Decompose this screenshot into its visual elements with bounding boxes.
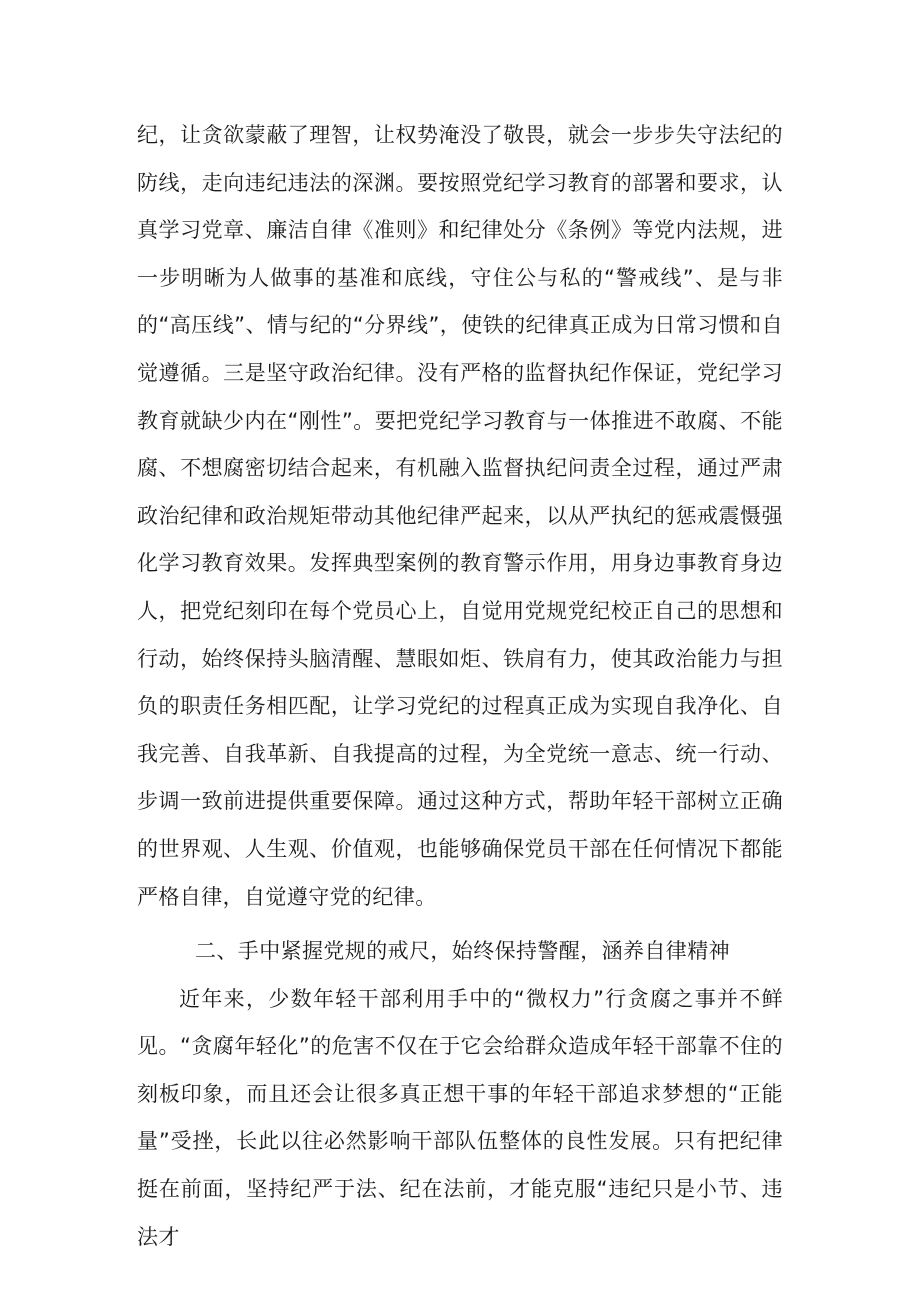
document-body xyxy=(137,112,783,1261)
section-heading: 二、手中紧握党规的戒尺，始终保持警醒，涵养自律精神 xyxy=(195,939,730,964)
body-paragraph: 纪，让贪欲蒙蔽了理智，让权势淹没了敬畏，就会一步步失守法纪的防线，走向违纪违法的深渊。要按照党纪学习教育的部署和要求，认真学习党章、廉洁自律《准则》和纪律处分《条例》等党内法规，进一步明晰为人做事的基准和底线，守住公与私的“警戒线”、是与非的“高压线”、情与纪的“分界线”，使铁的纪律真正成为日常习惯和自觉遵循。三是坚守政治纪律。没有严格的监督执纪作保证，党纪学习教育就缺少内在“刚性”。要把党纪学习教育与一体推进不敢腐、不能腐、不想腐密切结合起来，有机融入监督执纪问责全过程，通过严肃政治纪律和政治规矩带动其他纪律严起来，以从严执纪的惩戒震慑强化学习教育效果。发挥典型案例的教育警示作用，用身边事教育身边人，把党纪刻印在每个党员心上，自觉用党规党纪校正自己的思想和行动，始终保持头脑清醒、慧眼如炬、铁肩有力，使其政治能力与担负的职责任务相匹配，让学习党纪的过程真正成为实现自我净化、自我完善、自我革新、自我提高的过程，为全党统一意志、统一行动、步调一致前进提供重要保障。通过这种方式，帮助年轻干部树立正确的世界观、人生观、价值观，也能够确保党员干部在任何情况下都能严格自律，自觉遵守党的纪律。 xyxy=(137,123,783,909)
body-paragraph: 近年来，少数年轻干部利用手中的“微权力”行贪腐之事并不鲜见。“贪腐年轻化”的危害不仅在于它会给群众造成年轻干部靠不住的刻板印象，而且还会让很多真正想干事的年轻干部追求梦想的“正能量”受挫，长此以往必然影响干部队伍整体的良性发展。只有把纪律挺在前面，坚持纪严于法、纪在法前，才能克服“违纪只是小节、违法才 xyxy=(137,986,783,1249)
